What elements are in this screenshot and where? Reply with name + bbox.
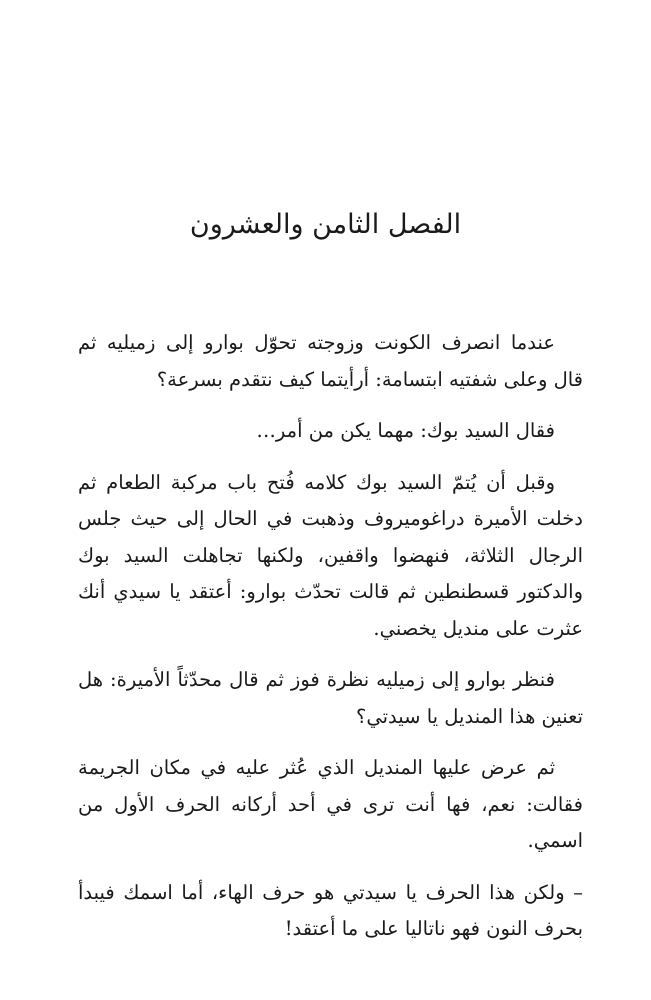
paragraph: فنظر بوارو إلى زميليه نظرة فوز ثم قال محدّثاً الأميرة: هل تعنين هذا المنديل يا سيدتي؟ (78, 668, 583, 728)
paragraph: فقال السيد بوك: مهما يكن من أمر… (256, 419, 555, 442)
paragraph: عندما انصرف الكونت وزوجته تحوّل بوارو إلى زميليه ثم قال وعلى شفتيه ابتسامة: أرأيتما كيف نتقدم بسرعة؟ (78, 331, 583, 391)
chapter-title: الفصل الثامن والعشرون (189, 209, 462, 240)
paragraph: وقبل أن يُتمّ السيد بوك كلامه فُتح باب مركبة الطعام ثم دخلت الأميرة دراغوميروف وذهبت في الحال إلى حيث جلس الرجال الثلاثة، فنهضوا واقفين، ولكنها تجاهلت السيد بوك والدكتور قسطنطين ثم قالت تحدّث بوارو: أعتقد يا سيدي أنك عثرت على منديل يخصني. (78, 470, 583, 640)
chapter-body (78, 325, 583, 963)
dialogue-paragraph: – ولكن هذا الحرف يا سيدتي هو حرف الهاء، أما اسمك فيبدأ بحرف النون فهو ناتاليا على ما أعتقد! (78, 880, 583, 940)
paragraph: ثم عرض عليها المنديل الذي عُثر عليه في مكان الجريمة فقالت: نعم، فها أنت ترى في أحد أركانه الحرف الأول من اسمي. (78, 756, 583, 852)
